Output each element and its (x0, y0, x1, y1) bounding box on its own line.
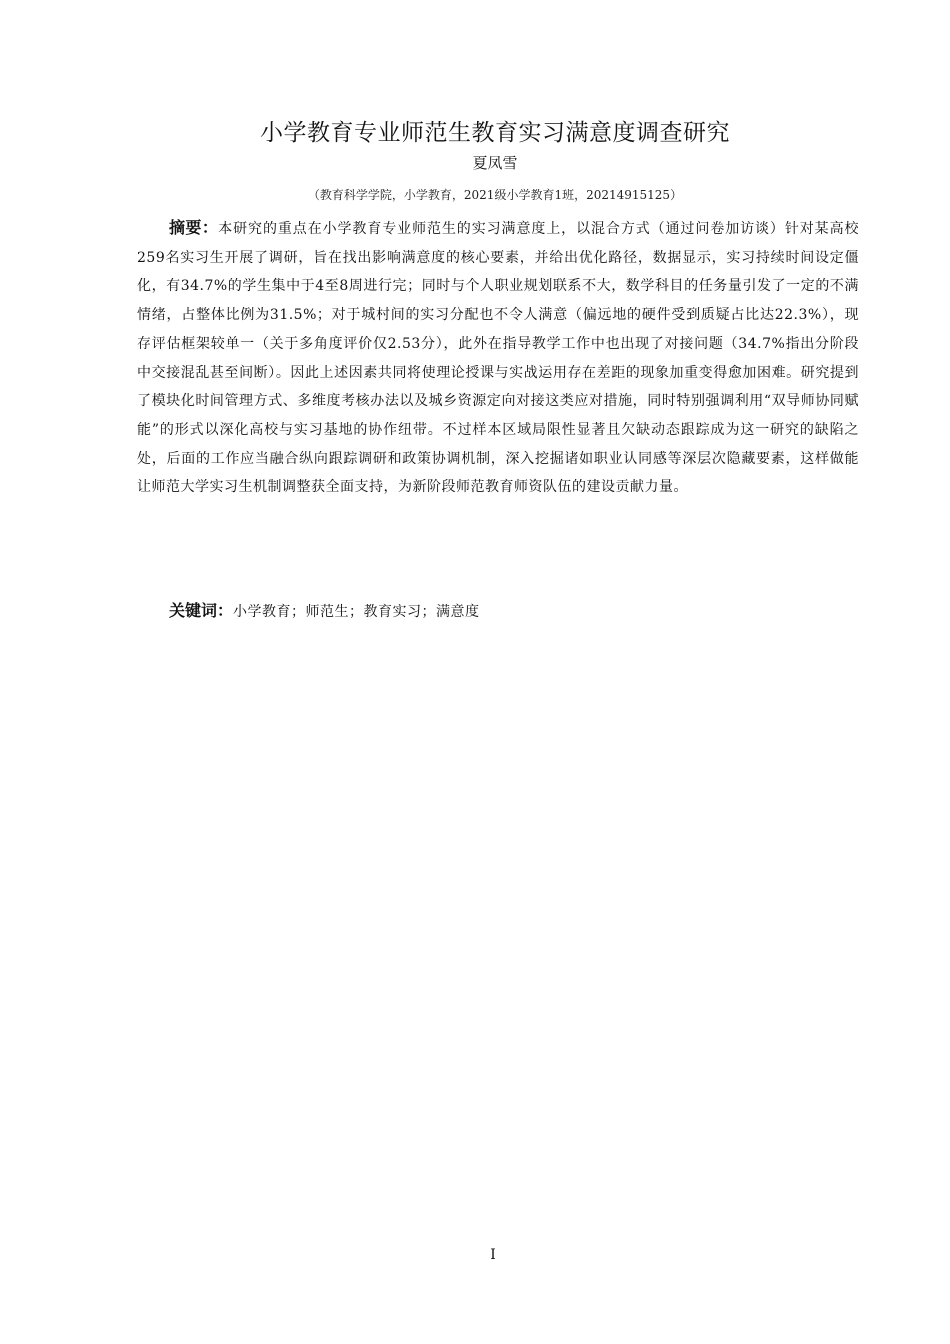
abstract-paragraph (137, 214, 859, 502)
abstract-label: 摘要： (169, 218, 219, 237)
author-affiliation: （教育科学学院，小学教育，2021级小学教育1班，20214915125） (307, 188, 683, 202)
paper-title: 小学教育专业师范生教育实习满意度调查研究 (260, 120, 730, 146)
keywords-label: 关键词： (169, 601, 234, 620)
page-number: I (490, 1247, 496, 1263)
keywords-line (169, 597, 859, 626)
keywords-text: 小学教育；师范生；教育实习；满意度 (233, 604, 480, 620)
author-name: 夏凤雪 (472, 154, 518, 172)
abstract-text: 本研究的重点在小学教育专业师范生的实习满意度上，以混合方式（通过问卷加访谈）针对某高校259名实习生开展了调研，旨在找出影响满意度的核心要素，并给出优化路径，数据显示，实习持续时间设定僵化，有34.7%的学生集中于4至8周进行完；同时与个人职业规划联系不大，数学科目的任务量引发了一定的不满情绪，占整体比例为31.5%；对于城村间的实习分配也不令人满意（偏远地的硬件受到质疑占比达22.3%），现存评估框架较单一（关于多角度评价仅2.53分），此外在指导教学工作中也出现了对接问题（34.7%指出分阶段中交接混乱甚至间断）。因此上述因素共同将使理论授课与实战运用存在差距的现象加重变得愈加困难。研究提到了模块化时间管理方式、多维度考核办法以及城乡资源定向对接这类应对措施，同时特别强调利用“双导师协同赋能”的形式以深化高校与实习基地的协作纽带。不过样本区域局限性显著且欠缺动态跟踪成为这一研究的缺陷之处，后面的工作应当融合纵向跟踪调研和政策协调机制，深入挖掘诸如职业认同感等深层次隐藏要素，这样做能让师范大学实习生机制调整获全面支持，为新阶段师范教育师资队伍的建设贡献力量。 (137, 221, 859, 496)
